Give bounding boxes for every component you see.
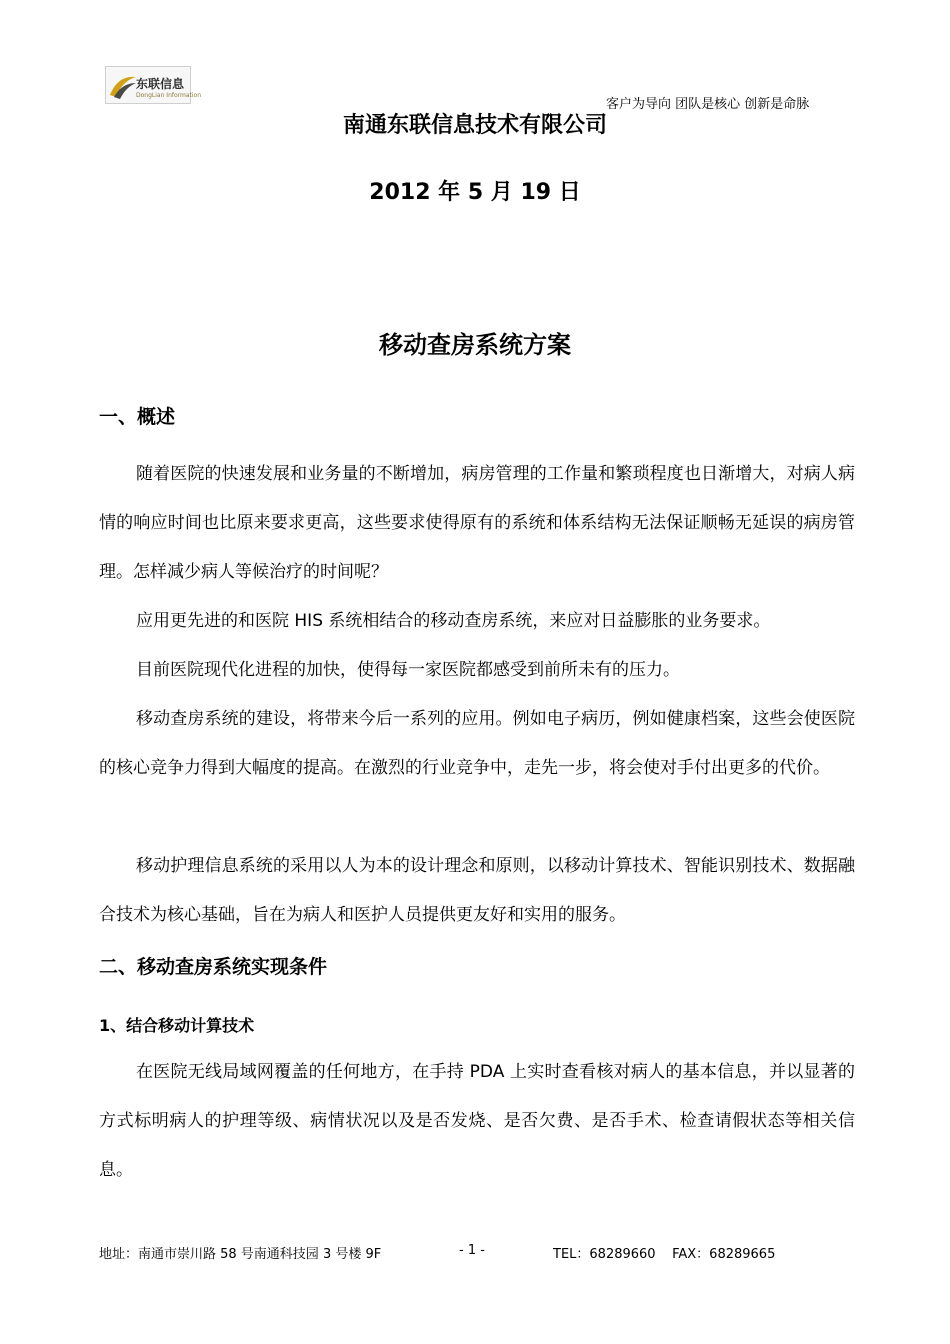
- logo-text: 东联信息: [136, 77, 185, 91]
- document-title: 移动查房系统方案: [379, 331, 571, 359]
- footer-address: 地址：南通市崇川路 58 号南通科技园 3 号楼 9F: [99, 1247, 382, 1262]
- paragraph: 随着医院的快速发展和业务量的不断增加，病房管理的工作量和繁琐程度也日渐增大，对病人病情的响应时间也比原来要求更高，这些要求使得原有的系统和体系结构无法保证顺畅无延误的病房管理。怎样减少病人等候治疗的时间呢？: [99, 464, 855, 582]
- footer-page-number: - 1 -: [459, 1243, 485, 1258]
- paragraph: 移动护理信息系统的采用以人为本的设计理念和原则，以移动计算技术、智能识别技术、数据融合技术为核心基础，旨在为病人和医护人员提供更友好和实用的服务。: [99, 856, 855, 925]
- footer-contact: TEL：68289660 FAX：68289665: [553, 1247, 776, 1262]
- logo-subtext: DongLian Information: [136, 92, 202, 99]
- paragraph: 应用更先进的和医院 HIS 系统相结合的移动查房系统，来应对日益膨胀的业务要求。: [136, 611, 771, 631]
- paragraph: 在医院无线局域网覆盖的任何地方，在手持 PDA 上实时查看核对病人的基本信息，并以显著的方式标明病人的护理等级、病情状况以及是否发烧、是否欠费、是否手术、检查请假状态等相关信息。: [99, 1062, 855, 1180]
- paragraph: 目前医院现代化进程的加快，使得每一家医院都感受到前所未有的压力。: [136, 660, 680, 680]
- subsection-heading-mobile-computing: 1、结合移动计算技术: [99, 1016, 255, 1035]
- header-slogan: 客户为导向 团队是核心 创新是命脉: [606, 97, 810, 112]
- paragraph: 移动查房系统的建设，将带来今后一系列的应用。例如电子病历，例如健康档案，这些会使医院的核心竞争力得到大幅度的提高。在激烈的行业竞争中，走先一步，将会使对手付出更多的代价。: [99, 709, 855, 778]
- company-name: 南通东联信息技术有限公司: [342, 113, 607, 138]
- logo-swoosh-icon: [108, 71, 138, 101]
- company-logo: [105, 66, 202, 104]
- section-heading-overview: 一、概述: [99, 406, 176, 428]
- document-date: 2012 年 5 月 19 日: [369, 180, 581, 205]
- section-heading-conditions: 二、移动查房系统实现条件: [99, 956, 328, 978]
